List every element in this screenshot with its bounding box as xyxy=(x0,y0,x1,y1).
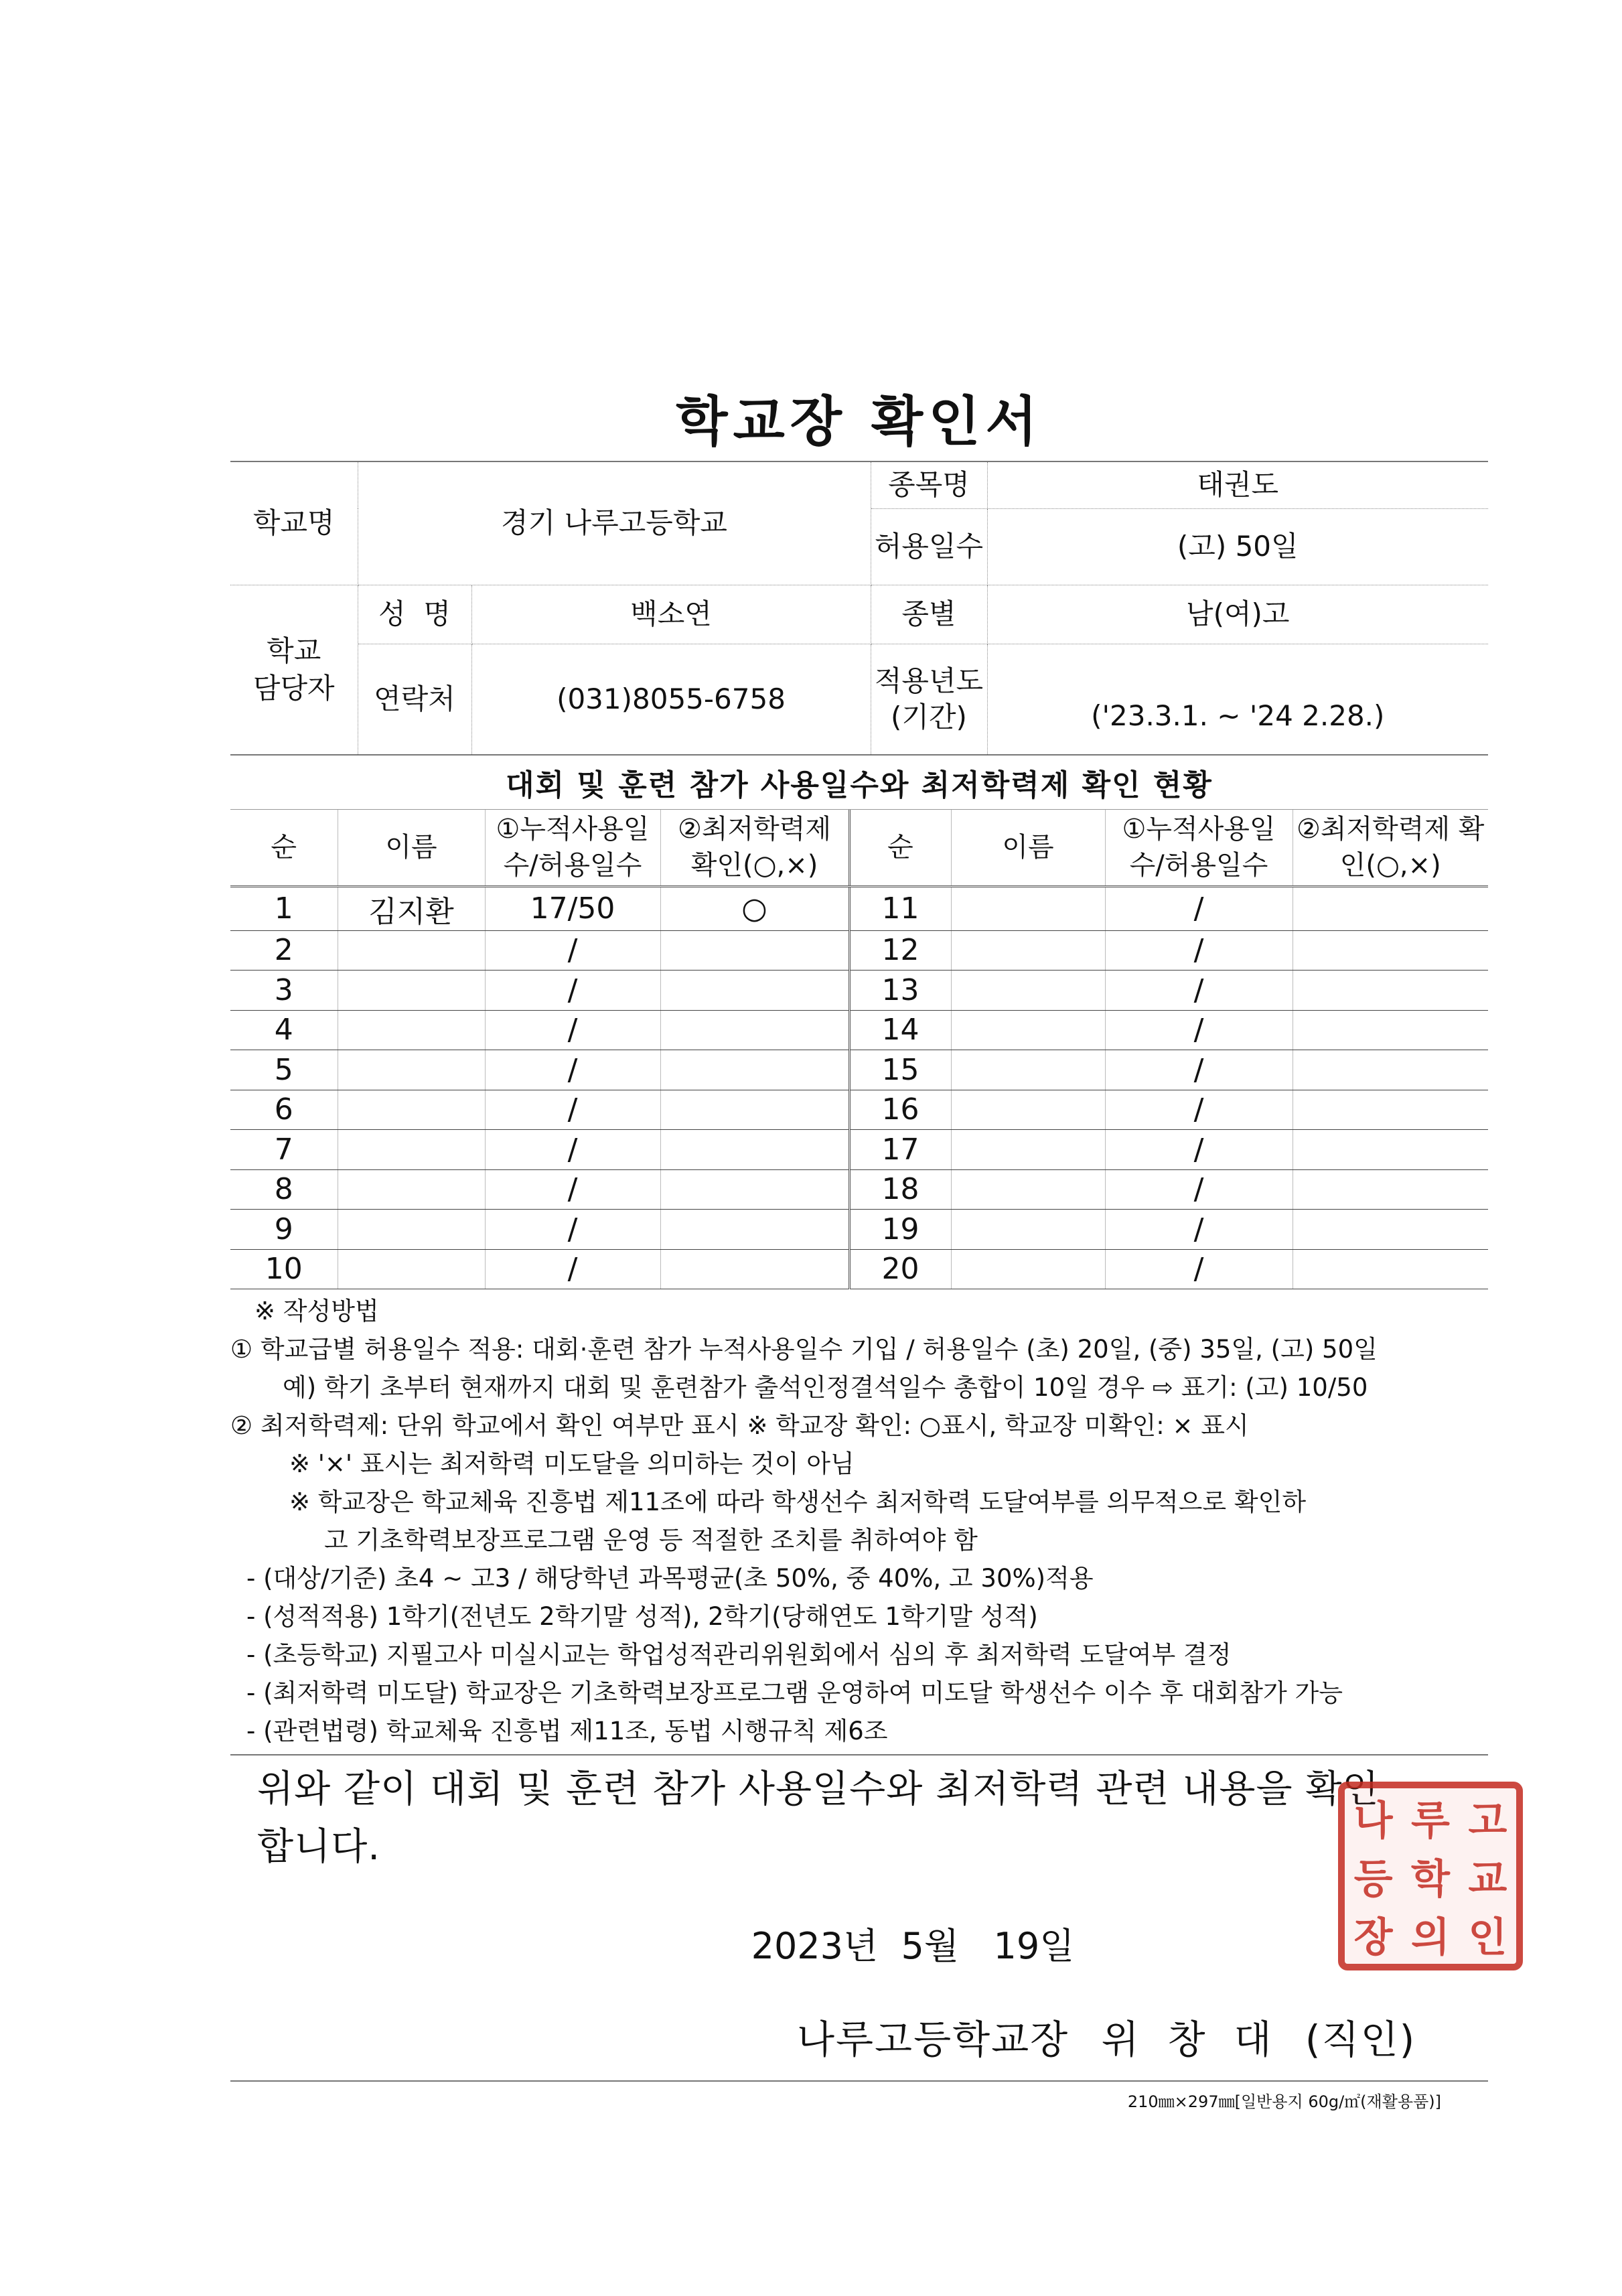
note-item: 고 기초학력보장프로그램 운영 등 적절한 조치를 취하여야 함 xyxy=(324,1526,978,1555)
header-no-right: 순 xyxy=(849,810,951,886)
usage-days: / xyxy=(485,1130,660,1170)
athlete-name xyxy=(338,930,485,971)
confirmation-line: 위와 같이 대회 및 훈련 참가 사용일수와 최저학력 관련 내용을 확인 xyxy=(257,1768,1380,1811)
row-number: 11 xyxy=(849,886,951,930)
table-row xyxy=(230,971,1488,1011)
row-number: 13 xyxy=(849,971,951,1011)
usage-days: / xyxy=(1105,1050,1293,1090)
confirmation-statement xyxy=(257,1761,1488,1876)
table-row xyxy=(230,1210,1488,1250)
official-seal-stamp xyxy=(1338,1782,1523,1970)
seal-mark: (직인) xyxy=(1305,2017,1416,2062)
seal-glyph: 고 xyxy=(1468,1797,1507,1845)
bottom-rule xyxy=(230,2080,1488,2082)
usage-days: 17/50 xyxy=(485,886,660,930)
name-value: 백소연 xyxy=(471,585,871,644)
signer-school: 나루고등학교장 xyxy=(797,2017,1070,2062)
athlete-name xyxy=(951,971,1105,1011)
seal-glyph: 인 xyxy=(1468,1914,1507,1962)
seal-glyph: 루 xyxy=(1411,1797,1450,1845)
academic-check xyxy=(1293,886,1488,930)
row-number: 16 xyxy=(849,1090,951,1130)
athlete-name xyxy=(338,1050,485,1090)
signer-name: 위 창 대 xyxy=(1101,2017,1273,2062)
paper-size-note: 210㎜×297㎜[일반용지 60g/㎡(재활용품)] xyxy=(1127,2092,1441,2111)
athlete-name xyxy=(951,1050,1105,1090)
athlete-name xyxy=(338,1169,485,1210)
athlete-name: 김지환 xyxy=(338,886,485,930)
table-row xyxy=(230,1130,1488,1170)
header-usage-left: ①누적사용일수/허용일수 xyxy=(485,810,660,886)
row-number: 18 xyxy=(849,1169,951,1210)
note-item: ※ '×' 표시는 최저학력 미도달을 의미하는 것이 아님 xyxy=(289,1449,855,1478)
usage-days: / xyxy=(1105,1249,1293,1289)
usage-days: / xyxy=(485,1010,660,1050)
athlete-name xyxy=(338,1130,485,1170)
usage-days: / xyxy=(485,1169,660,1210)
row-number: 10 xyxy=(230,1249,338,1289)
usage-days: / xyxy=(485,930,660,971)
usage-days: / xyxy=(1105,886,1293,930)
name-label: 성 명 xyxy=(358,585,471,644)
note-item: 예) 학기 초부터 현재까지 대회 및 훈련참가 출석인정결석일수 총합이 10일 경우 ⇨ 표기: (고) 10/50 xyxy=(283,1373,1368,1402)
athlete-name xyxy=(338,971,485,1011)
note-item: ① 학교급별 허용일수 적용: 대회·훈련 참가 누적사용일수 기입 / 허용일수 (초) 20일, (중) 35일, (고) 50일 xyxy=(230,1335,1378,1364)
athlete-name xyxy=(951,930,1105,971)
issue-date: 2023년 5월 19일 xyxy=(751,1925,1075,1967)
header-usage-right: ①누적사용일수/허용일수 xyxy=(1105,810,1293,886)
header-check-right: ②최저학력제 확인(○,×) xyxy=(1293,810,1488,886)
allowed-days-label: 허용일수 xyxy=(871,508,987,585)
header-name-right: 이름 xyxy=(951,810,1105,886)
athlete-name xyxy=(951,1210,1105,1250)
athlete-name xyxy=(951,1130,1105,1170)
academic-check xyxy=(1293,1090,1488,1130)
phone-label: 연락처 xyxy=(358,644,471,755)
row-number: 5 xyxy=(230,1050,338,1090)
table-row xyxy=(230,1249,1488,1289)
certificate-document xyxy=(230,388,1488,2112)
table-row xyxy=(230,1169,1488,1210)
period-value: ('23.3.1. ~ '24 2.28.) xyxy=(987,644,1488,755)
note-item: - (최저학력 미도달) 학교장은 기초학력보장프로그램 운영하여 미도달 학생선수 이수 후 대회참가 가능 xyxy=(246,1678,1343,1707)
seal-glyph: 교 xyxy=(1468,1855,1507,1903)
header-no-left: 순 xyxy=(230,810,338,886)
note-item: - (초등학교) 지필고사 미실시교는 학업성적관리위원회에서 심의 후 최저학력 도달여부 결정 xyxy=(246,1640,1232,1669)
seal-glyph: 장 xyxy=(1353,1914,1393,1962)
academic-check xyxy=(1293,1010,1488,1050)
table-row xyxy=(230,1050,1488,1090)
usage-days: / xyxy=(1105,1090,1293,1130)
usage-days: / xyxy=(1105,930,1293,971)
academic-check xyxy=(660,1210,849,1250)
school-name-value: 경기 나루고등학교 xyxy=(358,461,871,585)
academic-check xyxy=(660,1090,849,1130)
table-row xyxy=(230,886,1488,930)
gender-label: 종별 xyxy=(871,585,987,644)
academic-check xyxy=(1293,1210,1488,1250)
usage-days: / xyxy=(1105,1130,1293,1170)
confirmation-line: 합니다. xyxy=(257,1825,381,1869)
signer-line xyxy=(230,2008,1488,2064)
usage-days: / xyxy=(485,1210,660,1250)
seal-glyph: 학 xyxy=(1411,1855,1450,1903)
athlete-name xyxy=(951,1010,1105,1050)
row-number: 14 xyxy=(849,1010,951,1050)
academic-check xyxy=(1293,1169,1488,1210)
usage-days: / xyxy=(485,1050,660,1090)
academic-check xyxy=(660,1050,849,1090)
seal-glyph: 의 xyxy=(1411,1914,1450,1962)
school-name-label: 학교명 xyxy=(230,461,358,585)
athlete-name xyxy=(951,1090,1105,1130)
row-number: 3 xyxy=(230,971,338,1011)
seal-glyph: 나 xyxy=(1353,1797,1393,1845)
gender-value: 남(여)고 xyxy=(987,585,1488,644)
academic-check xyxy=(660,1249,849,1289)
row-number: 15 xyxy=(849,1050,951,1090)
sport-value: 태권도 xyxy=(987,461,1488,508)
phone-value: (031)8055-6758 xyxy=(471,644,871,755)
notes-heading: ※ 작성방법 xyxy=(254,1297,379,1325)
note-item: ※ 학교장은 학교체육 진흥법 제11조에 따라 학생선수 최저학력 도달여부를 의무적으로 확인하 xyxy=(289,1488,1307,1516)
table-row xyxy=(230,1010,1488,1050)
athlete-name xyxy=(951,1169,1105,1210)
usage-days: / xyxy=(1105,1010,1293,1050)
row-number: 4 xyxy=(230,1010,338,1050)
note-item: - (성적적용) 1학기(전년도 2학기말 성적), 2학기(당해연도 1학기말 성적) xyxy=(246,1602,1038,1631)
athlete-name xyxy=(951,886,1105,930)
period-label: 적용년도 (기간) xyxy=(871,644,987,755)
usage-table-body xyxy=(230,886,1488,1289)
row-number: 20 xyxy=(849,1249,951,1289)
table-caption: 대회 및 훈련 참가 사용일수와 최저학력제 확인 현황 xyxy=(230,756,1488,810)
header-check-left: ②최저학력제 확인(○,×) xyxy=(660,810,849,886)
academic-check xyxy=(660,1010,849,1050)
academic-check xyxy=(1293,971,1488,1011)
row-number: 8 xyxy=(230,1169,338,1210)
allowed-days-value: (고) 50일 xyxy=(987,508,1488,585)
academic-check xyxy=(660,1169,849,1210)
academic-check: ○ xyxy=(660,886,849,930)
usage-days: / xyxy=(1105,1210,1293,1250)
academic-check xyxy=(1293,930,1488,971)
usage-table xyxy=(230,810,1488,1289)
athlete-name xyxy=(951,1249,1105,1289)
row-number: 19 xyxy=(849,1210,951,1250)
academic-check xyxy=(660,930,849,971)
athlete-name xyxy=(338,1090,485,1130)
usage-days: / xyxy=(1105,1169,1293,1210)
seal-glyph: 등 xyxy=(1353,1855,1393,1903)
note-item: - (관련법령) 학교체육 진흥법 제11조, 동법 시행규칙 제6조 xyxy=(246,1717,888,1745)
header-name-left: 이름 xyxy=(338,810,485,886)
row-number: 1 xyxy=(230,886,338,930)
school-info-table xyxy=(230,461,1488,756)
row-number: 9 xyxy=(230,1210,338,1250)
athlete-name xyxy=(338,1249,485,1289)
document-title: 학교장 확인서 xyxy=(676,390,1043,453)
contact-person-label: 학교 담당자 xyxy=(230,585,358,755)
academic-check xyxy=(660,1130,849,1170)
athlete-name xyxy=(338,1010,485,1050)
academic-check xyxy=(1293,1130,1488,1170)
row-number: 2 xyxy=(230,930,338,971)
sport-label: 종목명 xyxy=(871,461,987,508)
usage-days: / xyxy=(1105,971,1293,1011)
table-row xyxy=(230,1090,1488,1130)
row-number: 17 xyxy=(849,1130,951,1170)
writing-instructions xyxy=(230,1292,1488,1755)
academic-check xyxy=(660,971,849,1011)
academic-check xyxy=(1293,1249,1488,1289)
row-number: 6 xyxy=(230,1090,338,1130)
note-item: - (대상/기준) 초4 ~ 고3 / 해당학년 과목평균(초 50%, 중 40%, 고 30%)적용 xyxy=(246,1564,1094,1593)
row-number: 12 xyxy=(849,930,951,971)
academic-check xyxy=(1293,1050,1488,1090)
usage-days: / xyxy=(485,1249,660,1289)
row-number: 7 xyxy=(230,1130,338,1170)
athlete-name xyxy=(338,1210,485,1250)
usage-days: / xyxy=(485,1090,660,1130)
table-row xyxy=(230,930,1488,971)
usage-days: / xyxy=(485,971,660,1011)
note-item: ② 최저학력제: 단위 학교에서 확인 여부만 표시 ※ 학교장 확인: ○표시, 학교장 미확인: × 표시 xyxy=(230,1411,1249,1440)
